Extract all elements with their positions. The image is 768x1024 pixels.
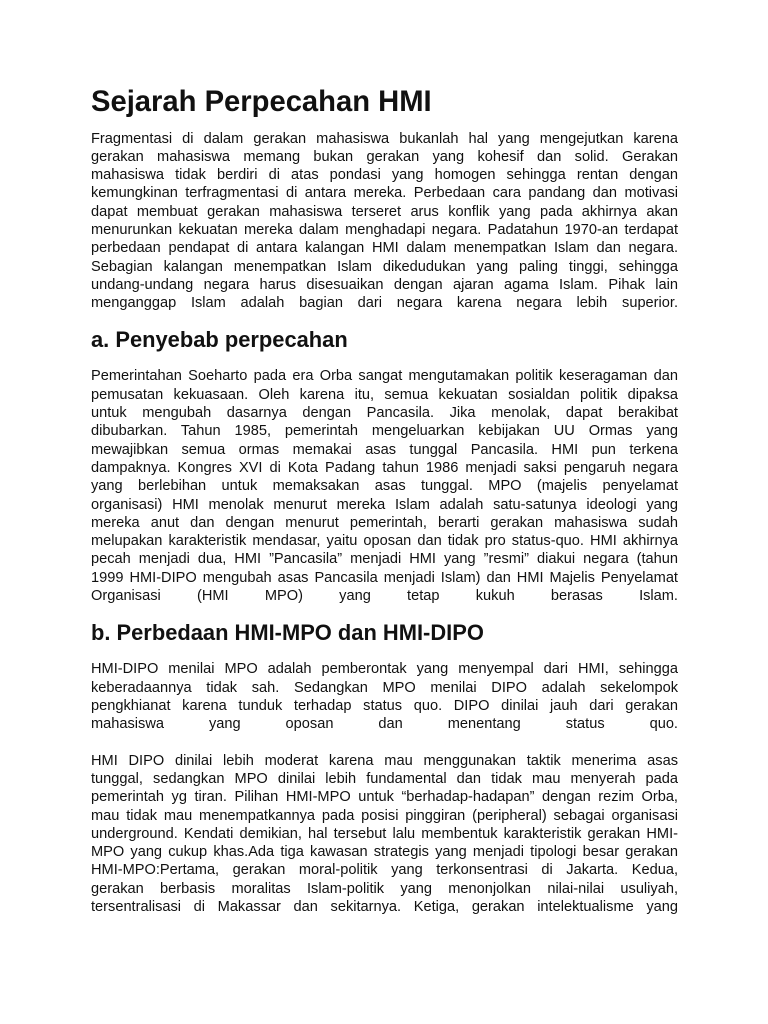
section-a-paragraph (91, 367, 678, 605)
section-b-line: pemerintah yg tiran. Pilihan HMI-MPO untuk “berhadap-hadapan” dengan rezim Orba, (91, 789, 678, 806)
section-a-line: Pemerintahan Soeharto pada era Orba sangat mengutamakan politik keseragaman dan (91, 368, 678, 385)
section-a-line: pecah menjadi dua, HMI ”Pancasila” menjadi HMI yang ”resmi” diakui negara (tahun (91, 551, 678, 568)
section-b-line: gerakan berbasis moralitas Islam-politik yang menonjolkan nilai-nilai usuliyah, (91, 880, 678, 897)
section-b-line: MPO yang cukup khas.Ada tiga kawasan strategis yang menjadi tipologi besar gerakan (91, 844, 678, 861)
section-b-line: tersentralisasi di Makassar dan sekitarnya. Ketiga, gerakan intelektualisme yang (91, 899, 678, 916)
section-a-line: mereka anut dan dengan menurut pemerintah, berarti gerakan mahasiswa sudah (91, 514, 678, 531)
document-title: Sejarah Perpecahan HMI (91, 86, 432, 118)
section-b-paragraph-2 (91, 752, 678, 917)
section-b-line: mahasiswa yang oposan dan menentang status quo. (91, 716, 678, 733)
section-a-line: 1999 HMI-DIPO mengubah asas Pancasila menjadi Islam) dan HMI Majelis Penyelamat (91, 569, 678, 586)
section-a-heading: a. Penyebab perpecahan (91, 326, 348, 352)
document-page (91, 86, 678, 916)
intro-line: kemungkinan terfragmentasi di antara mereka. Perbedaan cara pandang dan motivasi (91, 185, 678, 202)
intro-paragraph (91, 130, 678, 313)
intro-line: dapat membuat gerakan mahasiswa terseret arus konflik yang pada akhirnya akan (91, 203, 678, 220)
section-a-line: melupakan karakteristik mendasar, yaitu oposan dan tidak pro status-quo. HMI akhirnya (91, 533, 678, 550)
intro-line: mahasiswa tidak berdiri di atas pondasi yang homogen sehingga rentan dengan (91, 167, 678, 184)
section-a-line: untuk mengubah dasarnya dengan Pancasila. Jika menolak, dapat berakibat (91, 405, 678, 422)
section-b-line: pengkhianat karena tunduk terhadap status quo. DIPO dinilai jauh dari gerakan (91, 697, 678, 714)
section-b-line: underground. Kendati demikian, hal tersebut lalu membentuk karakteristik gerakan HMI- (91, 825, 678, 842)
section-b-line: mau tidak mau menempatkannya pada posisi pinggiran (peripheral) sebagai organisasi (91, 807, 678, 824)
intro-line: Fragmentasi di dalam gerakan mahasiswa bukanlah hal yang mengejutkan karena (91, 130, 678, 147)
intro-line: menganggap Islam adalah bagian dari negara karena negara lebih superior. (91, 295, 678, 312)
section-a-line: Organisasi (HMI MPO) yang tetap kukuh berasas Islam. (91, 588, 678, 605)
spacer (91, 349, 678, 367)
section-b-paragraph-1 (91, 660, 678, 733)
intro-line: menurunkan kekuatan mereka dalam menghadapi negara. Padatahun 1970-an terdapat (91, 222, 678, 239)
section-a-line: dibubarkan. Tahun 1985, pemerintah mengeluarkan kebijakan UU Ormas yang (91, 423, 678, 440)
section-b-line: HMI-DIPO menilai MPO adalah pemberontak yang menyempal dari HMI, sehingga (91, 661, 678, 678)
section-b-line: keberadaannya tidak sah. Sedangkan MPO menilai DIPO adalah sekelompok (91, 679, 678, 696)
intro-line: Sebagian kalangan menempatkan Islam dikedudukan yang paling tinggi, sehingga (91, 258, 678, 275)
section-a-line: pemusatan kekuasaan. Oleh karena itu, semua kekuatan sosialdan politik dipaksa (91, 386, 678, 403)
intro-line: perbedaan pendapat di antara kalangan HMI dalam menempatkan Islam dan negara. (91, 240, 678, 257)
section-a-line: mewajibkan semua ormas memakai asas tunggal Pancasila. HMI pun terkena (91, 441, 678, 458)
section-b-line: HMI-MPO:Pertama, gerakan moral-politik yang terkonsentrasi di Jakarta. Kedua, (91, 862, 678, 879)
intro-line: gerakan mahasiswa memang bukan gerakan yang kohesif dan solid. Gerakan (91, 148, 678, 165)
section-b-heading: b. Perbedaan HMI-MPO dan HMI-DIPO (91, 619, 484, 645)
intro-line: undang-undang negara harus disesuaikan dengan ajaran agama Islam. Pihak lain (91, 276, 678, 293)
spacer (91, 733, 678, 751)
section-b-line: HMI DIPO dinilai lebih moderat karena mau menggunakan taktik menerima asas (91, 752, 678, 769)
section-a-line: organisasi) HMI menolak menurut mereka Islam adalah satu-satunya ideologi yang (91, 496, 678, 513)
section-b-line: tunggal, sedangkan MPO dinilai lebih fundamental dan tidak mau menyerah pada (91, 770, 678, 787)
section-a-line: dampaknya. Kongres XVI di Kota Padang tahun 1986 menjadi saksi pengaruh negara (91, 459, 678, 476)
spacer (91, 642, 678, 660)
section-a-line: yang berlebihan untuk memaksakan asas tunggal. MPO (majelis penyelamat (91, 478, 678, 495)
